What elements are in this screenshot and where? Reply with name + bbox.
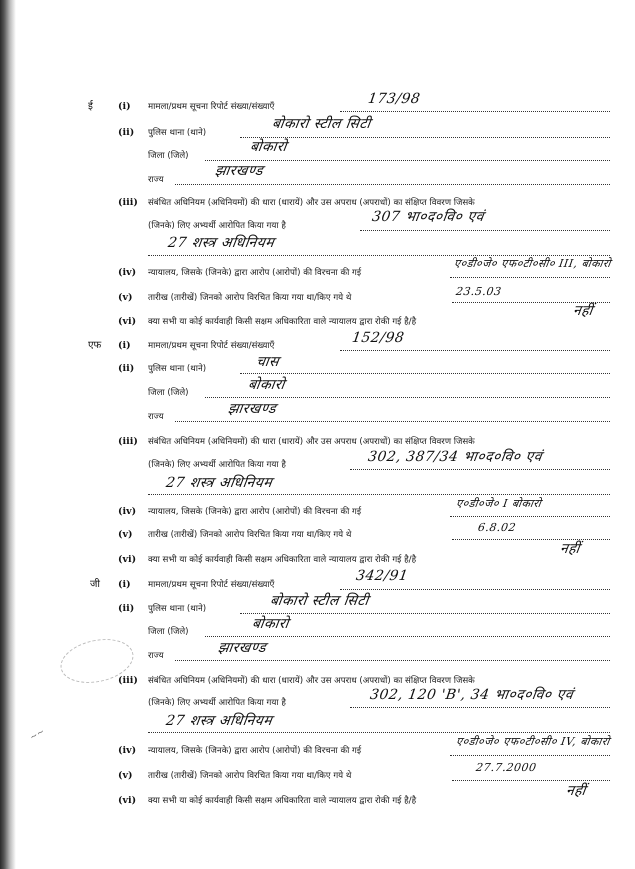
stay-label: क्या सभी या कोई कार्यवाही किसी सक्षम अधिकारिता वाले न्यायालय द्वारा रोकी गई है/है <box>148 555 417 565</box>
court-value: ए०डी०जे० एफ०टी०सी० III, बोकारो <box>453 257 612 270</box>
court-label: न्यायालय, जिसके (जिनके) द्वारा आरोप (आरोपों) की विरचना की गई <box>148 268 362 278</box>
item-number: (i) <box>118 340 131 351</box>
acts-label-line1: संबंधित अधिनियम (अधिनियमों) की धारा (धारायें) और उस अपराध (अपराधों) का संक्षिप्त विवरण जिसके <box>148 676 475 686</box>
item-number: (ii) <box>118 127 135 138</box>
case-number-value: 173/98 <box>366 91 422 107</box>
scan-edge-shadow <box>0 0 16 869</box>
dotted-line <box>175 184 610 185</box>
item-number: (v) <box>118 770 133 781</box>
police-station-value: चास <box>254 354 281 370</box>
dotted-line <box>450 516 610 517</box>
state-value: झारखण्ड <box>226 401 278 417</box>
ink-mark-icon: ∼∼ <box>28 726 47 744</box>
acts-value-line1: 302, 387/34 भा०द०वि० एवं <box>366 449 544 465</box>
dotted-line <box>148 732 610 733</box>
item-number: (vi) <box>118 316 137 327</box>
section-letter-g: जी <box>90 579 101 590</box>
acts-label-line2: (जिनके) लिए अभ्यर्थी आरोपित किया गया है <box>148 460 286 470</box>
state-label: राज्य <box>148 651 164 661</box>
item-number: (iii) <box>118 197 138 208</box>
date-value: 6.8.02 <box>477 521 517 534</box>
court-label: न्यायालय, जिसके (जिनके) द्वारा आरोप (आरोपों) की विरचना की गई <box>148 507 362 517</box>
dotted-line <box>205 160 610 161</box>
stay-value: नहीं <box>564 783 587 799</box>
item-number: (ii) <box>118 363 135 374</box>
district-value: बोकारो <box>246 377 286 393</box>
date-label: तारीख (तारीखें) जिनको आरोप विरचित किया गया था/किए गये थे <box>148 293 352 303</box>
acts-label-line2: (जिनके) लिए अभ्यर्थी आरोपित किया गया है <box>148 221 286 231</box>
case-number-value: 152/98 <box>350 330 406 346</box>
item-number: (iv) <box>118 745 137 756</box>
police-station-label: पुलिस थाना (थाने) <box>148 604 207 614</box>
dotted-line <box>452 539 610 540</box>
item-number: (vi) <box>118 554 137 565</box>
item-number: (ii) <box>118 603 135 614</box>
item-number: (iv) <box>118 267 137 278</box>
case-number-label: मामला/प्रथम सूचना रिपोर्ट संख्या/संख्याएँ <box>148 341 275 351</box>
date-value: 27.7.2000 <box>475 761 538 774</box>
court-value: ए०डी०जे० I बोकारो <box>455 497 543 510</box>
case-number-label: मामला/प्रथम सूचना रिपोर्ट संख्या/संख्याएँ <box>148 580 275 590</box>
date-label: तारीख (तारीखें) जिनको आरोप विरचित किया गया था/किए गये थे <box>148 771 352 781</box>
court-value: ए०डी०जे० एफ०टी०सी० IV, बोकारो <box>455 735 611 748</box>
item-number: (iii) <box>118 675 138 686</box>
dotted-line <box>205 636 610 637</box>
date-value: 23.5.03 <box>455 285 503 298</box>
dotted-line <box>175 660 610 661</box>
dotted-line <box>450 755 610 756</box>
item-number: (iii) <box>118 436 138 447</box>
item-number: (iv) <box>118 506 137 517</box>
police-station-label: पुलिस थाना (थाने) <box>148 364 207 374</box>
district-label: जिला (जिले) <box>148 627 189 637</box>
dotted-line <box>240 137 610 138</box>
dotted-line <box>148 255 610 256</box>
district-value: बोकारो <box>250 616 290 632</box>
acts-value-line2: 27 शस्त्र अधिनियम <box>164 475 274 491</box>
district-value: बोकारो <box>248 139 288 155</box>
acts-value-line1: 307 भा०द०वि० एवं <box>370 209 485 225</box>
state-value: झारखण्ड <box>213 163 265 179</box>
stay-value: नहीं <box>571 303 594 319</box>
dotted-line <box>175 421 610 422</box>
dotted-line <box>360 230 610 231</box>
state-label: राज्य <box>148 412 164 422</box>
acts-value-line2: 27 शस्त्र अधिनियम <box>164 713 274 729</box>
stay-label: क्या सभी या कोई कार्यवाही किसी सक्षम अधिकारिता वाले न्यायालय द्वारा रोकी गई है/है <box>148 317 417 327</box>
case-number-label: मामला/प्रथम सूचना रिपोर्ट संख्या/संख्याएँ <box>148 102 275 112</box>
police-station-label: पुलिस थाना (थाने) <box>148 128 207 138</box>
acts-value-line2: 27 शस्त्र अधिनियम <box>166 235 276 251</box>
dotted-line <box>240 373 610 374</box>
dotted-line <box>240 613 610 614</box>
case-number-value: 342/91 <box>354 568 410 584</box>
date-label: तारीख (तारीखें) जिनको आरोप विरचित किया गया था/किए गये थे <box>148 530 352 540</box>
dotted-line <box>452 780 610 781</box>
state-label: राज्य <box>148 175 164 185</box>
dotted-line <box>340 350 610 351</box>
item-number: (v) <box>118 529 133 540</box>
district-label: जिला (जिले) <box>148 388 189 398</box>
dotted-line <box>340 589 610 590</box>
dotted-line <box>340 111 610 112</box>
state-value: झारखण्ड <box>216 640 268 656</box>
dotted-line <box>205 397 610 398</box>
acts-value-line1: 302, 120 'B', 34 भा०द०वि० एवं <box>368 687 575 703</box>
item-number: (i) <box>118 101 131 112</box>
court-label: न्यायालय, जिसके (जिनके) द्वारा आरोप (आरोपों) की विरचना की गई <box>148 746 362 756</box>
dotted-line <box>350 707 610 708</box>
section-letter-e: ई <box>88 101 93 112</box>
district-label: जिला (जिले) <box>148 151 189 161</box>
stay-label: क्या सभी या कोई कार्यवाही किसी सक्षम अधिकारिता वाले न्यायालय द्वारा रोकी गई है/है <box>148 796 417 806</box>
acts-label-line2: (जिनके) लिए अभ्यर्थी आरोपित किया गया है <box>148 698 286 708</box>
item-number: (v) <box>118 292 133 303</box>
stay-value: नहीं <box>558 541 581 557</box>
police-station-value: बोकारो स्टील सिटी <box>270 116 372 132</box>
acts-label-line1: संबंधित अधिनियम (अधिनियमों) की धारा (धारायें) और उस अपराध (अपराधों) का संक्षिप्त विवरण जिसके <box>148 437 475 447</box>
dotted-line <box>350 469 610 470</box>
item-number: (vi) <box>118 795 137 806</box>
acts-label-line1: संबंधित अधिनियम (अधिनियमों) की धारा (धारायें) और उस अपराध (अपराधों) का संक्षिप्त विवरण जिसके <box>148 198 475 208</box>
section-letter-f: एफ <box>88 340 102 351</box>
item-number: (i) <box>118 579 131 590</box>
dotted-line <box>450 277 610 278</box>
dotted-line <box>148 494 610 495</box>
police-station-value: बोकारो स्टील सिटी <box>268 593 370 609</box>
